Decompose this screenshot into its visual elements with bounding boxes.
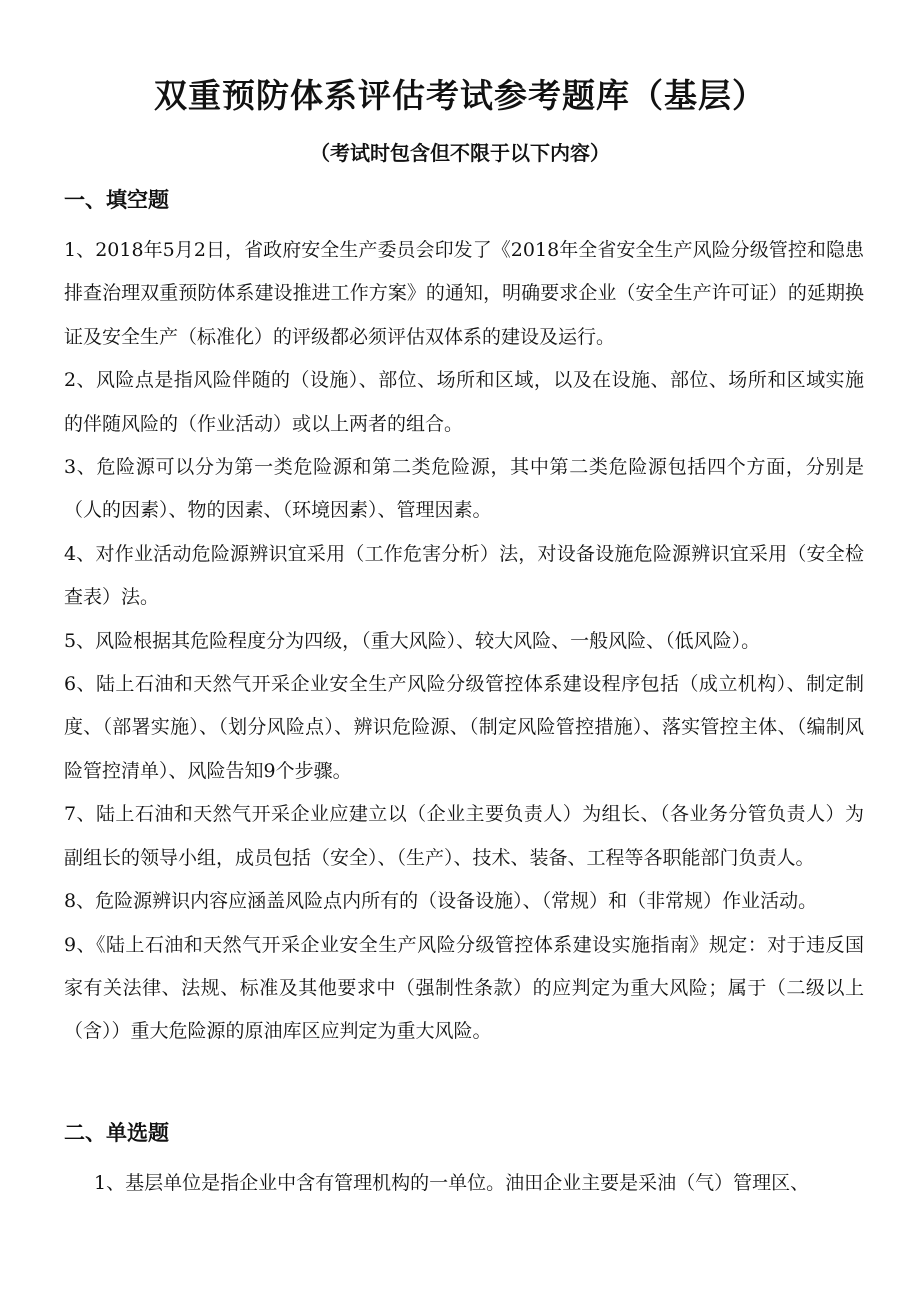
fill-in-question-9: 9、《陆上石油和天然气开采企业安全生产风险分级管控体系建设实施指南》规定：对于违反国家有关法律、法规、标准及其他要求中（强制性条款）的应判定为重大风险；属于（二级以上（含））重大危险源的原油库区应判定为重大风险。 — [64, 933, 864, 1043]
fill-in-question-8: 8、危险源辨识内容应涵盖风险点内所有的（设备设施）、（常规）和（非常规）作业活动。 — [64, 890, 818, 913]
fill-in-question-4: 4、对作业活动危险源辨识宜采用（工作危害分析）法，对设备设施危险源辨识宜采用（安全检查表）法。 — [64, 542, 864, 609]
single-choice-question-list — [64, 1162, 864, 1205]
fill-in-question-5: 5、风险根据其危险程度分为四级，（重大风险）、较大风险、一般风险、（低风险）。 — [64, 629, 761, 652]
fill-in-question-6: 6、陆上石油和天然气开采企业安全生产风险分级管控体系建设程序包括（成立机构）、制定制度、（部署实施）、（划分风险点）、辨识危险源、（制定风险管控措施）、落实管控主体、（编制风险管控清单）、风险告知9个步骤。 — [64, 673, 864, 782]
section-heading-single-choice: 二、单选题 — [64, 1121, 169, 1145]
document-title: 双重预防体系评估考试参考题库（基层） — [154, 76, 766, 115]
single-choice-question-1: 1、基层单位是指企业中含有管理机构的一单位。油田企业主要是采油（气）管理区、 — [94, 1172, 810, 1194]
fill-in-question-list — [64, 229, 864, 1054]
fill-in-question-3: 3、危险源可以分为第一类危险源和第二类危险源，其中第二类危险源包括四个方面，分别是（人的因素）、物的因素、（环境因素）、管理因素。 — [64, 456, 864, 522]
fill-in-question-7: 7、陆上石油和天然气开采企业应建立以（企业主要负责人）为组长、（各业务分管负责人）为副组长的领导小组，成员包括（安全）、（生产）、技术、装备、工程等各职能部门负责人。 — [64, 803, 864, 869]
fill-in-question-2: 2、风险点是指风险伴随的（设施）、部位、场所和区域，以及在设施、部位、场所和区域实施的伴随风险的（作业活动）或以上两者的组合。 — [64, 369, 864, 435]
document-subtitle: （考试时包含但不限于以下内容） — [310, 141, 610, 165]
section-heading-fill-in: 一、填空题 — [64, 188, 169, 212]
fill-in-question-1: 1、2018年5月2日，省政府安全生产委员会印发了《2018年全省安全生产风险分级管控和隐患排查治理双重预防体系建设推进工作方案》的通知，明确要求企业（安全生产许可证）的延期换证及安全生产（标准化）的评级都必须评估双体系的建设及运行。 — [64, 239, 864, 348]
